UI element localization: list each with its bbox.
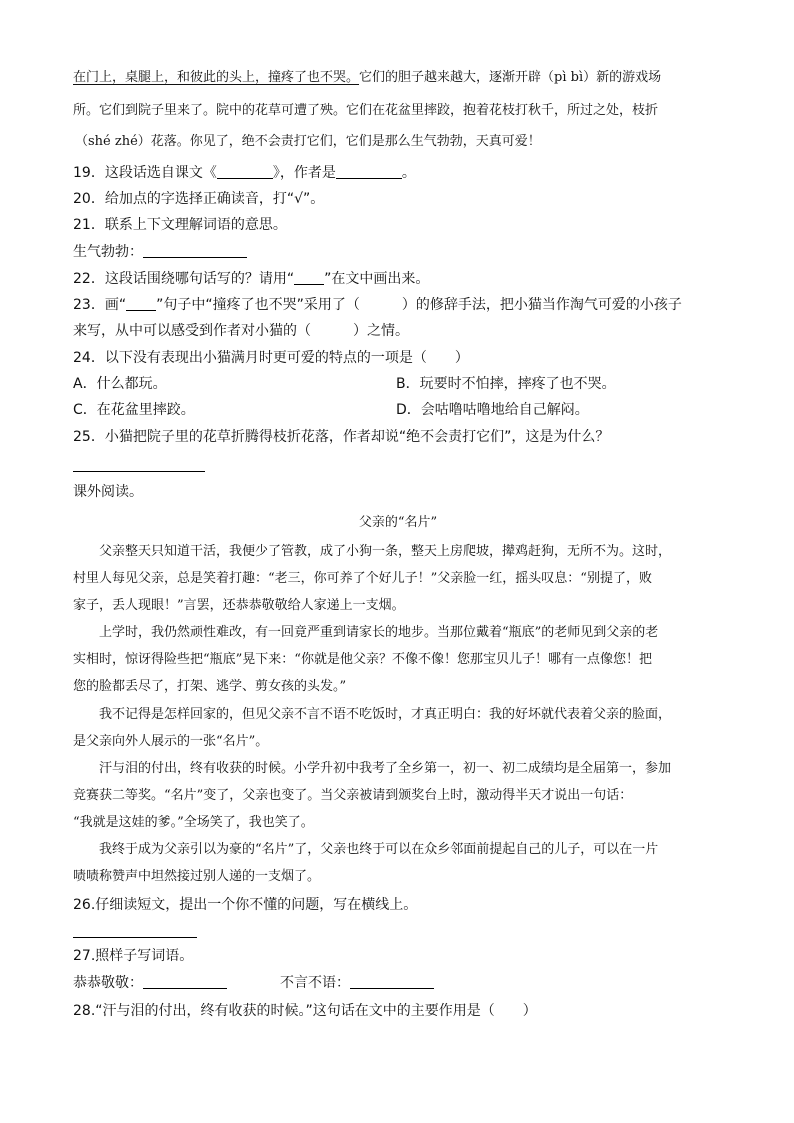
question-21: 21．联系上下文理解词语的意思。	[73, 217, 287, 233]
article-text: 家子，丢人现眼！”言罢，还恭恭敬敬给人家递上一支烟。	[73, 598, 405, 613]
underlined-sentence: 在门上，桌腿上，和彼此的头上，撞疼了也不哭。	[73, 70, 360, 85]
article-text: 您的脸都丢尽了，打架、逃学、剪女孩的头发。”	[73, 679, 347, 694]
article-text: 竞赛获二等奖。“名片”变了，父亲也变了。当父亲被请到颁奖台上时，激动得半天才说出一句话：	[73, 788, 633, 803]
question-22	[73, 268, 429, 288]
answer-blank[interactable]	[143, 974, 227, 989]
article-text: 父亲整天只知道干活，我便少了管教，成了小狗一条，整天上房爬坡，撵鸡赶狗，无所不为。这时，	[99, 544, 672, 559]
word-label: 恭恭敬敬：	[73, 975, 143, 991]
article-text: 我不记得是怎样回家的，但见父亲不言不语不吃饭时，才真正明白：我的好坏就代表着父亲的脸面，	[99, 707, 672, 722]
question-text: 22．这段话围绕哪句话写的？请用“	[73, 271, 295, 287]
article-text: 是父亲向外人展示的一张“名片”。	[73, 734, 269, 749]
article-text: 汗与泪的付出，终有收获的时候。小学升初中我考了全乡第一，初一、初二成绩均是全届第一，参加	[99, 761, 672, 776]
question-text: ”句子中“撞疼了也不哭”采用了（ ）的修辞手法，把小猫当作淘气可爱的小孩子	[156, 297, 682, 313]
question-21-word	[73, 241, 247, 261]
option-b[interactable]: B．玩要时不怕摔，摔疼了也不哭。	[396, 376, 616, 392]
question-27-example-2	[280, 972, 434, 992]
question-20: 20．给加点的字选择正确读音，打“√”。	[73, 191, 325, 207]
option-c[interactable]: C．在花盆里摔跤。	[73, 402, 195, 418]
article-text: 上学时，我仍然顽性难改，有一回竟严重到请家长的地步。当那位戴着“瓶底”的老师见到父亲的老	[99, 625, 659, 640]
question-23	[73, 294, 682, 314]
answer-blank[interactable]	[350, 974, 434, 989]
option-a[interactable]: A．什么都玩。	[73, 376, 167, 392]
question-19	[73, 162, 416, 182]
article-text: 啧啧称赞声中坦然接过别人递的一支烟了。	[73, 869, 321, 884]
article-text: “我就是这娃的爹。”全场笑了，我也笑了。	[73, 815, 314, 830]
question-text: 。	[401, 165, 416, 181]
answer-blank[interactable]	[126, 296, 156, 311]
question-24: 24．以下没有表现出小猫满月时更可爱的特点的一项是（ ）	[73, 350, 469, 366]
article-text: 我终于成为父亲引以为豪的“名片”了，父亲也终于可以在众乡邻面前提起自己的儿子，可以在一片	[99, 842, 659, 857]
answer-blank[interactable]	[294, 270, 324, 285]
question-text: 19．这段话选自课文《	[73, 165, 217, 181]
word-label: 生气勃勃：	[73, 244, 143, 260]
passage-text: 它们的胆子越来越大，逐渐开辟（pì bì）新的游戏场	[359, 70, 662, 85]
article-text: 实相时，惊讶得险些把“瓶底”晃下来：“你就是他父亲？不像不像！您那宝贝儿子！哪有一点像您！把	[73, 652, 652, 667]
option-d[interactable]: D．会咕噜咕噜地给自己解闷。	[396, 402, 589, 418]
question-27-example-1	[73, 972, 227, 992]
answer-blank[interactable]	[143, 243, 247, 258]
answer-blank[interactable]	[336, 164, 402, 179]
answer-line[interactable]	[73, 937, 197, 938]
article-title: 父亲的“名片”	[358, 515, 438, 530]
question-26: 26.仔细读短文，提出一个你不懂的问题，写在横线上。	[73, 897, 418, 913]
question-23-cont: 来写，从中可以感受到作者对小猫的（ ）之情。	[73, 323, 409, 339]
passage1-line2: 所。它们到院子里来了。院中的花草可遭了殃。它们在花盆里摔跤，抱着花枝打秋千，所过之处，枝折	[73, 103, 659, 118]
question-27: 27.照样子写词语。	[73, 948, 194, 964]
question-text: 23．画“	[73, 297, 127, 313]
word-label: 不言不语：	[280, 975, 350, 991]
question-text: 》，作者是	[272, 165, 336, 181]
question-text: ”在文中画出来。	[324, 271, 430, 287]
question-28: 28.“汗与泪的付出，终有收获的时候。”这句话在文中的主要作用是（ ）	[73, 1003, 537, 1019]
article-text: 村里人每见父亲，总是笑着打趣：“老三，你可养了个好儿子！”父亲脸一红，摇头叹息：“别提了，败	[73, 571, 652, 586]
passage1-line1	[73, 66, 661, 85]
question-25: 25．小猫把院子里的花草折腾得枝折花落，作者却说“绝不会责打它们”，这是为什么？	[73, 429, 610, 445]
section-label: 课外阅读。	[73, 484, 143, 500]
answer-blank[interactable]	[217, 164, 273, 179]
answer-line[interactable]	[73, 471, 205, 472]
passage1-line3: （shé zhé）花落。你见了，绝不会责打它们，它们是那么生气勃勃，天真可爱！	[75, 134, 541, 149]
